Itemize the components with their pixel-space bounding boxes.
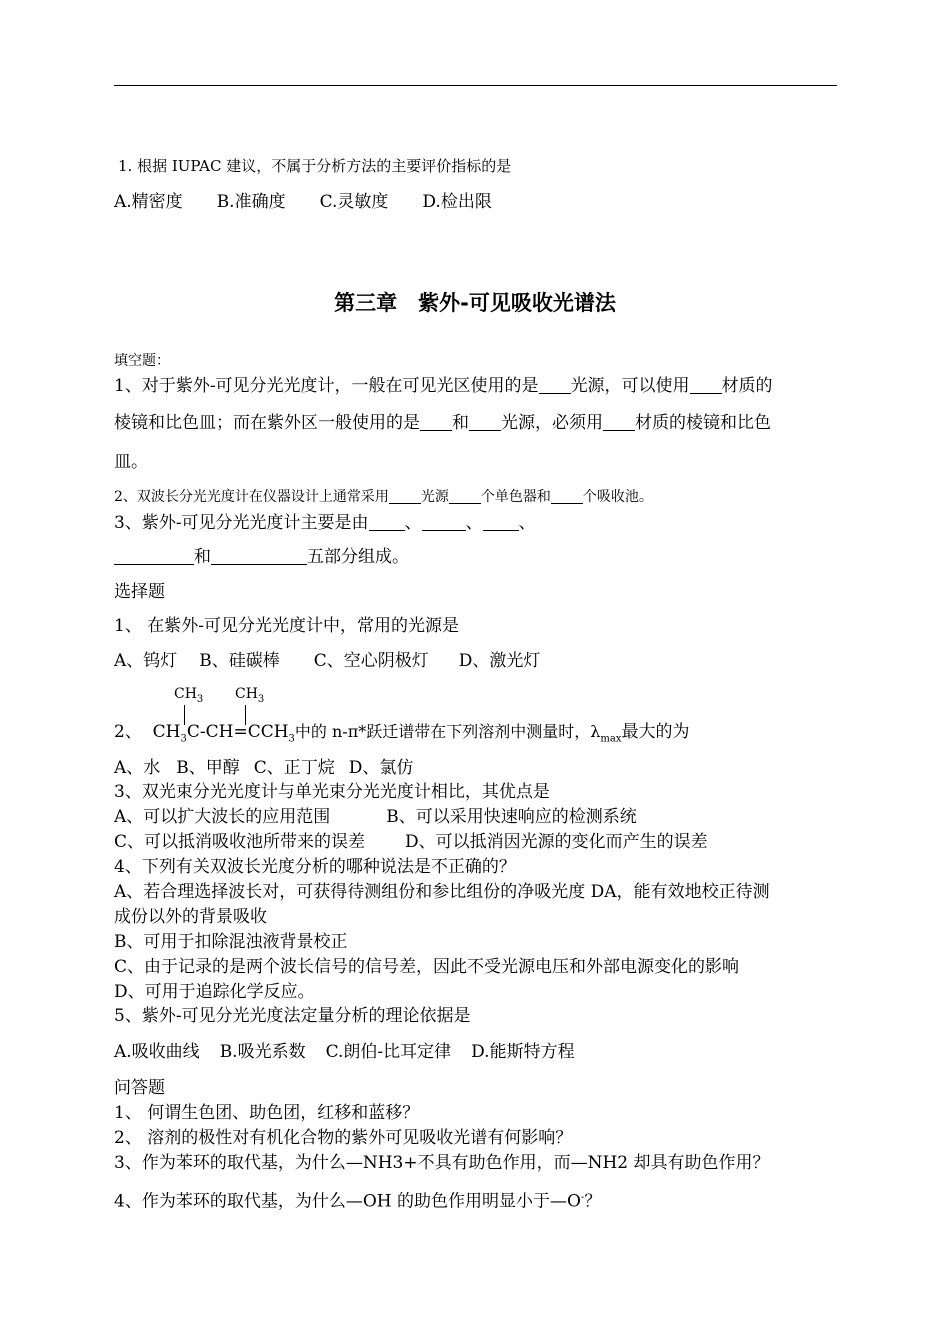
- blank: [420, 413, 452, 431]
- blank: [422, 513, 466, 531]
- text: -: [580, 1192, 585, 1203]
- option-a: A.吸收曲线: [114, 1042, 200, 1062]
- text: 棱镜和比色皿；而在紫外区一般使用的是: [114, 413, 420, 433]
- option-a: A、水: [114, 758, 161, 778]
- option-d: D、可以抵消因光源的变化而产生的误差: [405, 832, 708, 852]
- text: 2、双波长分光光度计在仪器设计上通常采用: [114, 489, 389, 505]
- choice-q4-a-line1: A、若合理选择波长对，可获得待测组份和参比组份的净吸光度 DA，能有效地校正待测: [114, 882, 770, 902]
- prev-question-options: [114, 191, 492, 213]
- qa-q1: 1、 何谓生色团、助色团，红移和蓝移？: [114, 1103, 420, 1123]
- text: 3、紫外-可见分光光度计主要是由: [114, 513, 369, 533]
- choice-q1-options: [114, 650, 540, 672]
- choice-q3-cd: [114, 831, 708, 853]
- text: 1、对于紫外-可见分光光度计，一般在可见光区使用的是: [114, 376, 539, 396]
- fill-q3-line1: [114, 512, 536, 534]
- choice-q5-stem: 5、紫外-可见分光光度法定量分析的理论依据是: [114, 1006, 471, 1026]
- prev-option-c: C.灵敏度: [319, 192, 389, 212]
- fill-heading: 填空题：: [114, 353, 170, 369]
- option-d: D、激光灯: [458, 651, 541, 671]
- option-c: C.朗伯-比耳定律: [325, 1042, 452, 1062]
- text: CH: [152, 722, 181, 742]
- methyl-group-right: $CH_3$: [235, 686, 265, 705]
- blank: [114, 547, 194, 565]
- text: 、: [465, 513, 483, 533]
- option-c: C、空心阴极灯: [313, 651, 429, 671]
- text: 4、作为苯环的取代基，为什么—OH 的助色作用明显小于—O: [114, 1191, 581, 1212]
- fill-q1-line3: 皿。: [114, 452, 148, 472]
- prev-option-b: B.准确度: [216, 192, 286, 212]
- text: 中的 n-π*跃迁谱带在下列溶剂中测量时，λ: [294, 722, 601, 741]
- choice-q4-d: D、可用于追踪化学反应。: [114, 982, 315, 1002]
- blank: [539, 376, 571, 394]
- prev-option-d: D.检出限: [422, 192, 492, 212]
- choice-q4-b: B、可用于扣除混浊液背景校正: [114, 932, 348, 952]
- option-c: C、可以抵消吸收池所带来的误差: [114, 832, 366, 852]
- text: 、: [404, 513, 422, 533]
- option-b: B、可以采用快速响应的检测系统: [386, 807, 637, 827]
- choice-q3-ab: [114, 806, 637, 828]
- text: max: [600, 733, 622, 745]
- choice-q4-stem: 4、下列有关双波长光度分析的哪种说法是不正确的？: [114, 857, 516, 877]
- option-a: A、可以扩大波长的应用范围: [114, 807, 331, 827]
- blank: [469, 413, 501, 431]
- text: 个吸收池。: [582, 489, 653, 505]
- text: 最大的为: [621, 722, 690, 742]
- prev-option-a: A.精密度: [114, 192, 183, 212]
- text: 和: [452, 413, 469, 433]
- fill-q1-line2: [114, 412, 771, 434]
- option-b: B、硅碳棒: [199, 651, 280, 671]
- blank: [603, 413, 635, 431]
- text: 材质的: [721, 376, 773, 396]
- blank: [369, 513, 405, 531]
- choice-q2-stem: [114, 721, 689, 750]
- option-b: B.吸光系数: [219, 1042, 306, 1062]
- blank: [389, 486, 421, 504]
- fill-q2: [114, 486, 653, 508]
- text: ？: [584, 1191, 602, 1212]
- text: 光源，必须用: [501, 413, 603, 433]
- fill-q3-line2: [114, 546, 409, 568]
- choice-q1-stem: 1、 在紫外-可见分光光度计中，常用的光源是: [114, 616, 459, 636]
- text: 个单色器和: [480, 489, 551, 505]
- option-a: A、钨灯: [114, 651, 178, 671]
- fill-q1-line1: [114, 375, 773, 397]
- blank: [211, 547, 307, 565]
- qa-q3: 3、作为苯环的取代基，为什么—NH3+不具有助色作用，而—NH2 却具有助色作用？: [114, 1153, 770, 1173]
- qa-heading: 问答题: [114, 1078, 165, 1098]
- choice-heading: 选择题: [114, 582, 165, 602]
- qa-q2: 2、 溶剂的极性对有机化合物的紫外可见吸收光谱有何影响？: [114, 1128, 573, 1148]
- header-rule: [114, 85, 837, 86]
- text: 光源: [420, 489, 449, 505]
- methyl-group-left: $CH_3$: [174, 686, 204, 705]
- text: 3: [180, 733, 187, 745]
- text: 2、: [114, 722, 142, 742]
- text: C-CH=CCH: [186, 722, 289, 742]
- blank: [551, 486, 583, 504]
- choice-q2-options: [114, 757, 413, 779]
- qa-q4: [114, 1187, 601, 1213]
- option-b: B、甲醇: [176, 758, 240, 778]
- choice-q4-c: C、由于记录的是两个波长信号的信号差，因此不受光源电压和外部电源变化的影响: [114, 957, 740, 977]
- text: 光源，可以使用: [570, 376, 690, 396]
- chapter-title: 第三章 紫外-可见吸收光谱法: [334, 291, 616, 315]
- blank: [449, 486, 481, 504]
- option-d: D、氯仿: [348, 758, 414, 778]
- text: 、: [518, 513, 536, 533]
- option-c: C、正丁烷: [253, 758, 335, 778]
- blank: [690, 376, 722, 394]
- text: 五部分组成。: [307, 547, 409, 567]
- text: 和: [194, 547, 211, 567]
- option-d: D.能斯特方程: [471, 1042, 575, 1062]
- text: 3: [288, 733, 295, 745]
- choice-q4-a-line2: 成份以外的背景吸收: [114, 907, 267, 927]
- blank: [483, 513, 519, 531]
- text: 材质的棱镜和比色: [635, 413, 771, 433]
- choice-q5-options: [114, 1041, 575, 1063]
- choice-q3-stem: 3、双光束分光光度计与单光束分光光度计相比，其优点是: [114, 782, 550, 802]
- prev-question-stem: 1. 根据 IUPAC 建议，不属于分析方法的主要评价指标的是: [118, 157, 512, 175]
